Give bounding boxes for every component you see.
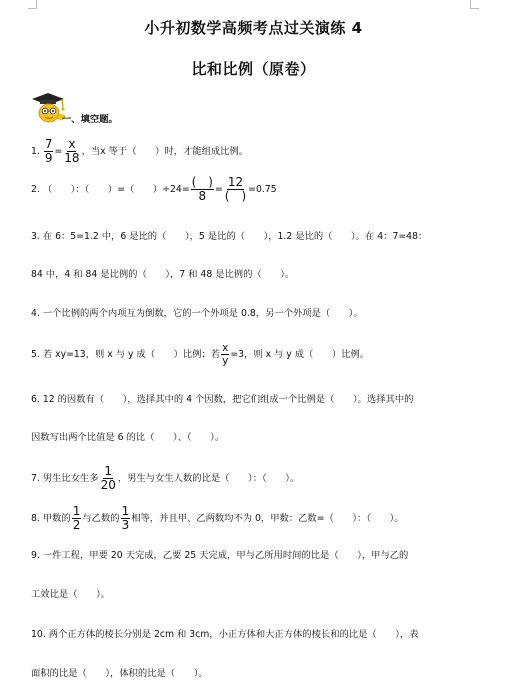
- question-6-line-1: 6. 12 的因数有（ ），选择其中的 4 个因数，把它们组成一个比例是（ ）。选择其中的: [31, 394, 414, 405]
- question-4: 4. 一个比例的两个内项互为倒数，它的一个外项是 0.8，另一个外项是（ ）。: [31, 308, 363, 319]
- question-9-line-1: 9. 一件工程，甲要 20 天完成，乙要 25 天完成，甲与乙所用时间的比是（ ），甲与乙的: [31, 550, 409, 561]
- fraction-numerator: x: [68, 137, 76, 151]
- page-subtitle: 比和比例（原卷）: [191, 60, 316, 78]
- fraction-denominator: 8: [198, 189, 207, 203]
- fraction-numerator: 1: [121, 504, 130, 518]
- question-8: [31, 505, 404, 532]
- question-2: [31, 176, 277, 203]
- fraction-numerator: ( ): [191, 175, 213, 189]
- fraction: [224, 176, 247, 203]
- fraction-numerator: 7: [44, 137, 53, 151]
- question-text: 5. 若 xy=13，则 x 与 y 成（ ）比例；若: [31, 349, 221, 360]
- corner-mark-top-left: [28, 0, 37, 9]
- question-10-line-1: 10. 两个正方体的棱长分别是 2cm 和 3cm，小正方体和大正方体的棱长和的比是（ ），表: [31, 629, 419, 640]
- question-10-line-2: 面积的比是（ ），体积的比是（ ）。: [31, 668, 208, 679]
- fraction: [191, 176, 214, 203]
- question-text: 与乙数的: [82, 513, 120, 524]
- corner-mark-top-right: [470, 0, 479, 9]
- fraction-numerator: x: [222, 342, 229, 354]
- fraction-denominator: 20: [100, 478, 116, 492]
- fraction-denominator: 9: [44, 151, 53, 165]
- question-text: ，当x 等于（ ）时，才能组成比例。: [81, 146, 249, 157]
- question-1: [31, 138, 248, 165]
- fraction-numerator: 1: [104, 464, 113, 478]
- question-text: 7. 男生比女生多: [31, 473, 99, 484]
- equals-sign: =: [54, 146, 63, 157]
- question-9-line-2: 工效比是（ ）。: [31, 589, 111, 600]
- fraction-numerator: 12: [227, 175, 244, 189]
- fraction: [121, 505, 131, 532]
- fraction: [63, 138, 80, 165]
- question-text: =3，则 x 与 y 成（ ）比例。: [230, 349, 370, 360]
- question-text: 8. 甲数的: [31, 513, 71, 524]
- question-7: [31, 465, 299, 492]
- fraction: [44, 138, 54, 165]
- fraction-denominator: 2: [72, 518, 81, 532]
- equals-sign: =: [214, 184, 223, 195]
- question-text: ，男生与女生人数的比是（ ）：（ ）。: [117, 473, 300, 484]
- question-3-line-1: 3. 在 6：5=1.2 中，6 是比的（ ），5 是比的（ ），1.2 是比的（ ）。在 4：7=48：: [31, 231, 428, 242]
- question-text: （ ）：（ ）=（ ）÷24=: [42, 184, 190, 195]
- question-number: 2.: [31, 184, 40, 195]
- fraction-denominator: y: [222, 355, 229, 367]
- fraction-denominator: 18: [64, 151, 80, 165]
- fraction: [72, 505, 82, 532]
- fraction-denominator: 3: [121, 518, 130, 532]
- question-text: 相等，并且甲、乙两数均不为 0，甲数：乙数=（ ）：（ ）。: [131, 513, 404, 524]
- question-5: [31, 342, 369, 367]
- question-number: 1.: [31, 146, 40, 157]
- page-title: 小升初数学高频考点过关演练 4: [144, 19, 363, 37]
- fraction-denominator: ( ): [224, 189, 247, 203]
- question-text-tail: =0.75: [248, 184, 277, 195]
- fraction: [221, 342, 229, 367]
- question-3-line-2: 84 中，4 和 84 是比例的（ ），7 和 48 是比例的（ ）。: [31, 269, 295, 280]
- fraction-numerator: 1: [72, 504, 81, 518]
- section-label: 一、填空题。: [62, 114, 118, 125]
- question-6-line-2: 因数写出两个比值是 6 的比（ ）、（ ）。: [31, 432, 225, 443]
- fraction: [100, 465, 117, 492]
